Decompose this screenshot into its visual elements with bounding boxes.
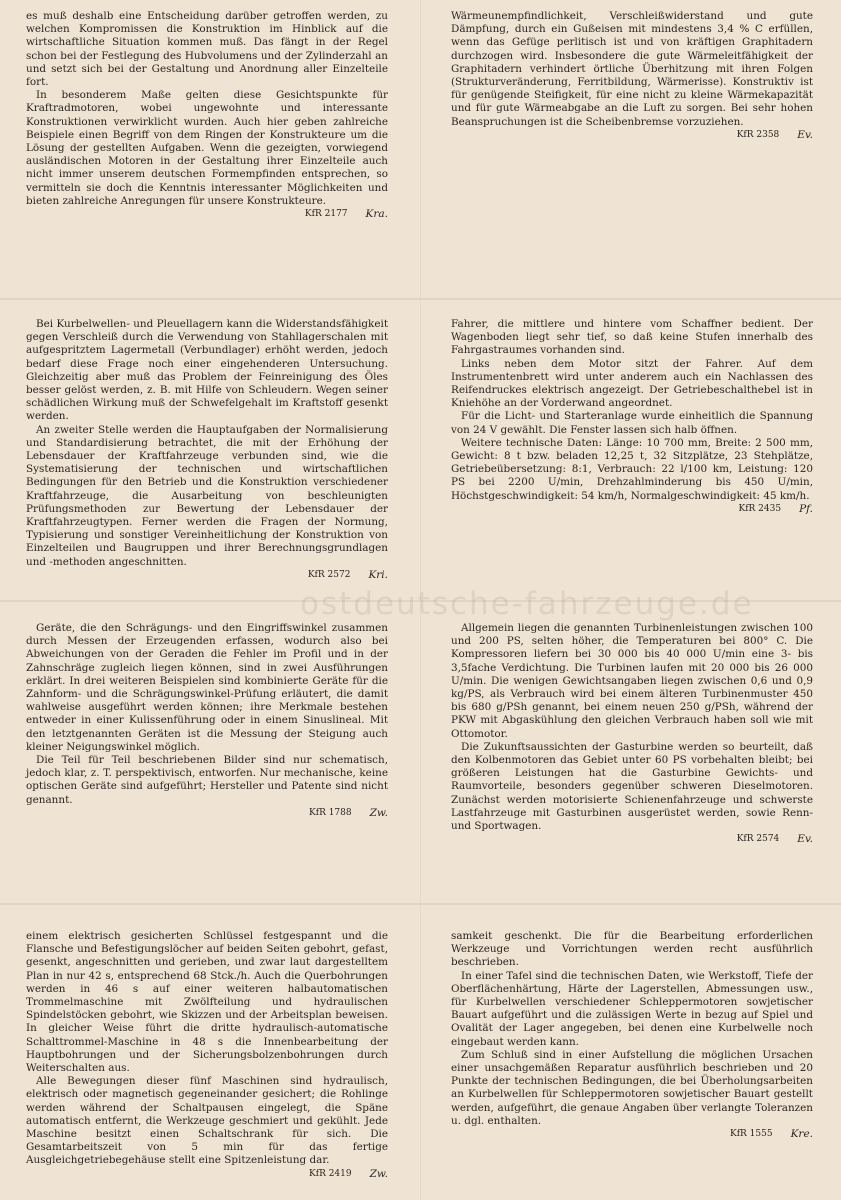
paragraph: Allgemein liegen die genannten Turbinenleistungen zwischen 100 und 200 PS, selten höher, die Temperaturen bei 800° C. Die Kompressoren liefern bei 30 000 bis 40 000 U/min eine 3- bis 3,5fache Verdichtung. Die Turbinen laufen mit 20 000 bis 26 000 U/min. Die wenigen Gewichtsangaben liegen zwischen 0,6 und 0,9 kg/PS, als Verbrauch wird bei einem älteren Turbinenmuster 450 bis 680 g/PSh genannt, bei einem neuen 250 g/PSh, während der PKW mit Abgaskühlung den gleichen Verbrauch haben soll wie mit Ottomotor.	[451, 622, 813, 740]
paragraph: Weitere technische Daten: Länge: 10 700 mm, Breite: 2 500 mm, Gewicht: 8 t bzw. beladen 12,25 t, 32 Sitzplätze, 23 Stehplätze, Getriebeübersetzung: 8:1, Verbrauch: 22 l/100 km, Leistung: 120 PS bei 2200 U/min, Drehzahlminderung bis 450 U/min, Höchstgeschwindigkeit: 54 km/h, Normalgeschwindigkeit: 45 km/h.	[451, 436, 813, 502]
article-block	[451, 622, 813, 846]
article-block	[26, 930, 388, 1181]
article-block	[451, 318, 813, 516]
paragraph: samkeit geschenkt. Die für die Bearbeitung erforderlichen Werkzeuge und Vorrichtungen werden recht ausführlich beschrieben.	[451, 930, 813, 969]
reference-code: KfR 2435	[738, 503, 782, 514]
reference-code: KfR 2177	[304, 209, 348, 220]
article-block	[26, 10, 388, 221]
paragraph: In besonderem Maße gelten diese Gesichtspunkte für Kraftradmotoren, wobei ungewohnte und interessante Konstruktionen verwirklicht wurden. Auch hier geben zahlreiche Beispiele einen Begriff von dem Ringen der Konstrukteure um die Lösung der gestellten Aufgaben. Wenn die gezeigten, vorwiegend ausländischen Motoren in der Gestaltung ihrer Einzelteile auch nicht immer unserem deutschen Formempfinden entsprechen, so vermitteln sie doch die Kenntnis interessanter Möglichkeiten und bieten zahlreiche Anregungen für unsere Konstrukteure.	[26, 89, 388, 207]
author-initials: Pf.	[799, 502, 813, 515]
paragraph: Fahrer, die mittlere und hintere vom Schaffner bedient. Der Wagenboden liegt sehr tief, so daß keine Stufen innerhalb des Fahrgastraumes vorhanden sind.	[451, 318, 813, 357]
reference-code: KfR 2358	[736, 129, 780, 140]
watermark: ostdeutsche-fahrzeuge.de	[300, 586, 754, 622]
signature	[451, 503, 813, 516]
signature	[451, 129, 813, 142]
article-block	[451, 930, 813, 1141]
article-block	[26, 318, 388, 582]
author-initials: Kra.	[365, 208, 388, 221]
paragraph: es muß deshalb eine Entscheidung darüber getroffen werden, zu welchen Kompromissen die Konstruktion im Hinblick auf die wirtschaftliche Situation kommen muß. Das fängt in der Regel schon bei der Festlegung des Hubvolumens und der Zylinderzahl an und setzt sich bei der Gestaltung und Anordnung aller Einzelteile fort.	[26, 10, 388, 89]
author-initials: Zw.	[369, 806, 388, 819]
reference-code: KfR 2572	[307, 569, 351, 580]
horizontal-fold	[0, 903, 841, 905]
paragraph: einem elektrisch gesicherten Schlüssel festgespannt und die Flansche und Befestigungslöcher auf beiden Seiten gebohrt, gefast, gesenkt, angeschnitten und gerieben, und zwar laut dargestelltem Plan in nur 42 s, entsprechend 68 Stck./h. Auch die Querbohrungen werden in 46 s auf einer weiteren halbautomatischen Trommelmaschine mit Zwölfteilung und hydraulischen Spindelstöcken gebohrt, wie Skizzen und der Arbeitsplan beweisen. In gleicher Weise führt die dritte hydraulisch-automatische Schalttrommel-Maschine in 48 s die Innenbearbeitung der Hauptbohrungen und der Sicherungsbolzenbohrungen durch Weiterschalten aus.	[26, 930, 388, 1075]
reference-code: KfR 2574	[736, 834, 780, 845]
paragraph: Die Teil für Teil beschriebenen Bilder sind nur schematisch, jedoch klar, z. T. perspektivisch, entworfen. Nur mechanische, keine optischen Geräte sind aufgeführt; Hersteller und Patente sind nicht genannt.	[26, 754, 388, 806]
signature	[451, 833, 813, 846]
paragraph: Zum Schluß sind in einer Aufstellung die möglichen Ursachen einer unsachgemäßen Reparatur ausführlich beschrieben und 20 Punkte der technischen Bedingungen, die bei Überholungsarbeiten an Kurbelwellen für Schleppermotoren sowjetischer Bauart gestellt werden, aufgeführt, die genaue Angaben über verlangte Toleranzen u. dgl. enthalten.	[451, 1048, 813, 1127]
paragraph: Geräte, die den Schrägungs- und den Eingriffswinkel zusammen durch Messen der Erzeugenden erfassen, wodurch also bei Abweichungen von der Geraden die Fehler im Profil und in der Zahnschräge zugleich liegen können, sind in zwei Ausführungen erklärt. In drei weiteren Beispielen sind kombinierte Geräte für die Zahnform- und die Schrägungswinkel-Prüfung erläutert, die damit wahlweise ausgeführt werden können; ihre Merkmale bestehen entweder in einer Kulissenführung oder in einem Sinuslineal. Mit den letztgenannten Geräten ist die Messung der Steigung auch kleiner Neigungswinkel möglich.	[26, 622, 388, 753]
paragraph: In einer Tafel sind die technischen Daten, wie Werkstoff, Tiefe der Oberflächenhärtung, Härte der Lagerstellen, Abmessungen usw., für Kurbelwellen verschiedener Schleppermotoren sowjetischer Bauart aufgeführt und die zulässigen Werte in bezug auf Spiel und Ovalität der Lager angegeben, bei denen eine Kurbelwelle noch eingebaut werden kann.	[451, 969, 813, 1048]
paragraph: Links neben dem Motor sitzt der Fahrer. Auf dem Instrumentenbrett wird unter anderem auch ein Nachlassen des Reifendruckes elektrisch angezeigt. Der Getriebeschalthebel ist in Kniehöhe an der Vorderwand angeordnet.	[451, 357, 813, 410]
article-block	[26, 622, 388, 820]
author-initials: Ev.	[797, 833, 813, 846]
author-initials: Kri.	[368, 568, 388, 581]
signature	[26, 569, 388, 582]
paragraph: Wärmeunempfindlichkeit, Verschleißwiderstand und gute Dämpfung, durch ein Gußeisen mit mindestens 3,4 % C erfüllen, wenn das Gefüge perlitisch ist und von kräftigen Graphitadern durchzogen wird. Insbesondere die gute Wärmeleitfähigkeit der Graphitadern verhindert örtliche Überhitzung mit ihren Folgen (Strukturveränderung, Ferritbildung, Wärmerisse). Konstruktiv ist für genügende Steifigkeit, für eine nicht zu kleine Wärmekapazität und für gute Wärmeabgabe an die Luft zu sorgen. Bei sehr hohen Beanspruchungen ist die Scheibenbremse vorzuziehen.	[451, 10, 813, 128]
reference-code: KfR 2419	[309, 1168, 352, 1179]
author-initials: Ev.	[797, 128, 813, 141]
horizontal-fold	[0, 298, 841, 300]
author-initials: Zw.	[369, 1167, 388, 1180]
paragraph: Alle Bewegungen dieser fünf Maschinen sind hydraulisch, elektrisch oder magnetisch gegeneinander gesichert; die Rohlinge werden während der Schaltpausen eingelegt, die Späne automatisch entfernt, die Werkzeuge geschmiert und gekühlt. Jede Maschine besitzt einen Schaltschrank für sich. Die Gesamtarbeitszeit von 5 min für das fertige Ausgleichgetriebegehäuse stellt eine Spitzenleistung dar.	[26, 1075, 388, 1167]
paragraph: Für die Licht- und Starteranlage wurde einheitlich die Spannung von 24 V gewählt. Die Fenster lassen sich halb öffnen.	[451, 410, 813, 436]
paragraph: Die Zukunftsaussichten der Gasturbine werden so beurteilt, daß den Kolbenmotoren das Gebiet unter 60 PS vorbehalten bleibt; bei größeren Leistungen hat die Gasturbine Gewichts- und Raumvorteile, besonders gegenüber schweren Dieselmotoren. Zunächst werden motorisierte Schienenfahrzeuge und schwerste Lastfahrzeuge mit Gasturbinen ausgerüstet werden, sowie Renn- und Sportwagen.	[451, 740, 813, 833]
paragraph: An zweiter Stelle werden die Hauptaufgaben der Normalisierung und Standardisierung betrachtet, die mit der Erhöhung der Lebensdauer der Kraftfahrzeuge verbunden sind, wie die Systematisierung der technischen und wirtschaftlichen Bedingungen für den Betrieb und die Konstruktion verschiedener Kraftfahrzeuge, die Ausarbeitung von beschleunigten Prüfungsmethoden zur Bewertung der Lebensdauer der Kraftfahrzeugtypen. Ferner werden die Fragen der Normung, Typisierung und sonstiger Vereinheitlichung der Konstruktion von Einzelteilen und Baugruppen und ihrer Berechnungsgrundlagen und -methoden angeschnitten.	[26, 423, 388, 568]
signature	[26, 807, 388, 820]
paragraph: Bei Kurbelwellen- und Pleuellagern kann die Widerstandsfähigkeit gegen Verschleiß durch die Verwendung von Stahllagerschalen mit aufgespritztem Lagermetall (Verbundlager) erhöht werden, jedoch bedarf diese Frage noch einer eingehenderen Untersuchung. Gleichzeitig aber muß das Problem der Feinreinigung des Öles besser gelöst werden, z. B. mit Hilfe von Schleudern. Wegen seiner schädlichen Wirkung muß der Schwefelgehalt im Kraftstoff gesenkt werden.	[26, 318, 388, 423]
article-block	[451, 10, 813, 142]
reference-code: KfR 1788	[309, 807, 352, 818]
signature	[26, 1168, 388, 1181]
reference-code: KfR 1555	[729, 1129, 773, 1140]
signature	[451, 1128, 813, 1141]
signature	[26, 208, 388, 221]
author-initials: Kre.	[790, 1128, 813, 1141]
